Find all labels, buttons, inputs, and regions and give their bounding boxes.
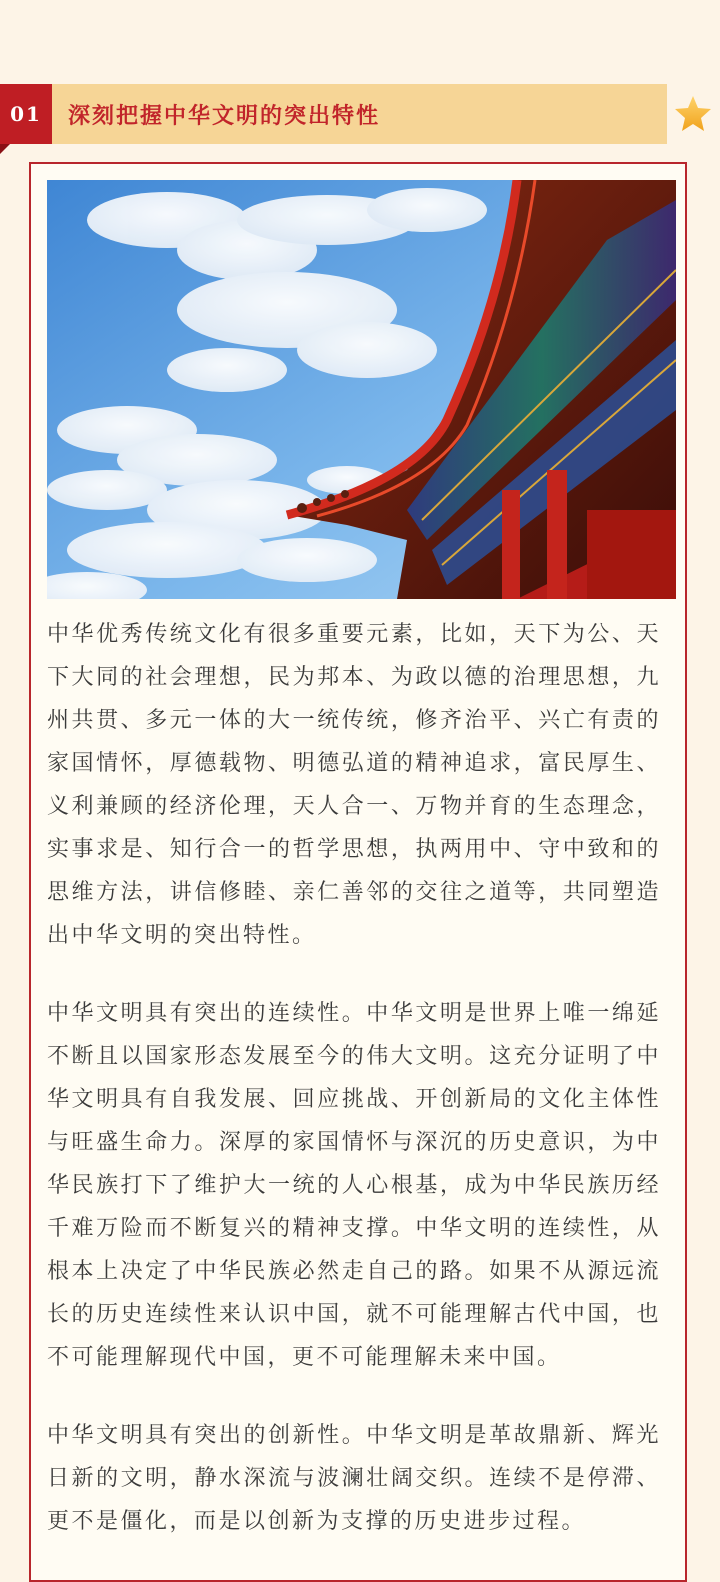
article-paragraph: 中华文明具有突出的连续性。中华文明是世界上唯一绵延不断且以国家形态发展至今的伟大文明。这充分证明了中华文明具有自我发展、回应挑战、开创新局的文化主体性与旺盛生命力。深厚的家国情怀与深沉的历史意识，为中华民族打下了维护大一统的人心根基，成为中华民族历经千难万险而不断复兴的精神支撑。中华文明的连续性，从根本上决定了中华民族必然走自己的路。如果不从源远流长的历史连续性来认识中国，就不可能理解古代中国，也不可能理解现代中国，更不可能理解未来中国。	[47, 1001, 661, 1370]
section-title: 深刻把握中华文明的突出特性	[68, 103, 381, 129]
article-body	[47, 613, 661, 1578]
section-header	[0, 84, 668, 144]
section-title-bar	[52, 84, 667, 144]
article-card	[29, 162, 687, 1582]
article-paragraph: 中华文明具有突出的创新性。中华文明是革故鼎新、辉光日新的文明，静水深流与波澜壮阔交织。连续不是停滞、更不是僵化，而是以创新为支撑的历史进步过程。	[47, 1423, 661, 1534]
star-icon	[673, 94, 713, 134]
section-number-badge: 01	[0, 84, 52, 144]
palace-photo	[47, 180, 676, 599]
article-paragraph: 中华优秀传统文化有很多重要元素，比如，天下为公、天下大同的社会理想，民为邦本、为政以德的治理思想，九州共贯、多元一体的大一统传统，修齐治平、兴亡有责的家国情怀，厚德载物、明德弘道的精神追求，富民厚生、义利兼顾的经济伦理，天人合一、万物并育的生态理念，实事求是、知行合一的哲学思想，执两用中、守中致和的思维方法，讲信修睦、亲仁善邻的交往之道等，共同塑造出中华文明的突出特性。	[47, 622, 661, 948]
badge-fold-decoration	[0, 144, 10, 154]
